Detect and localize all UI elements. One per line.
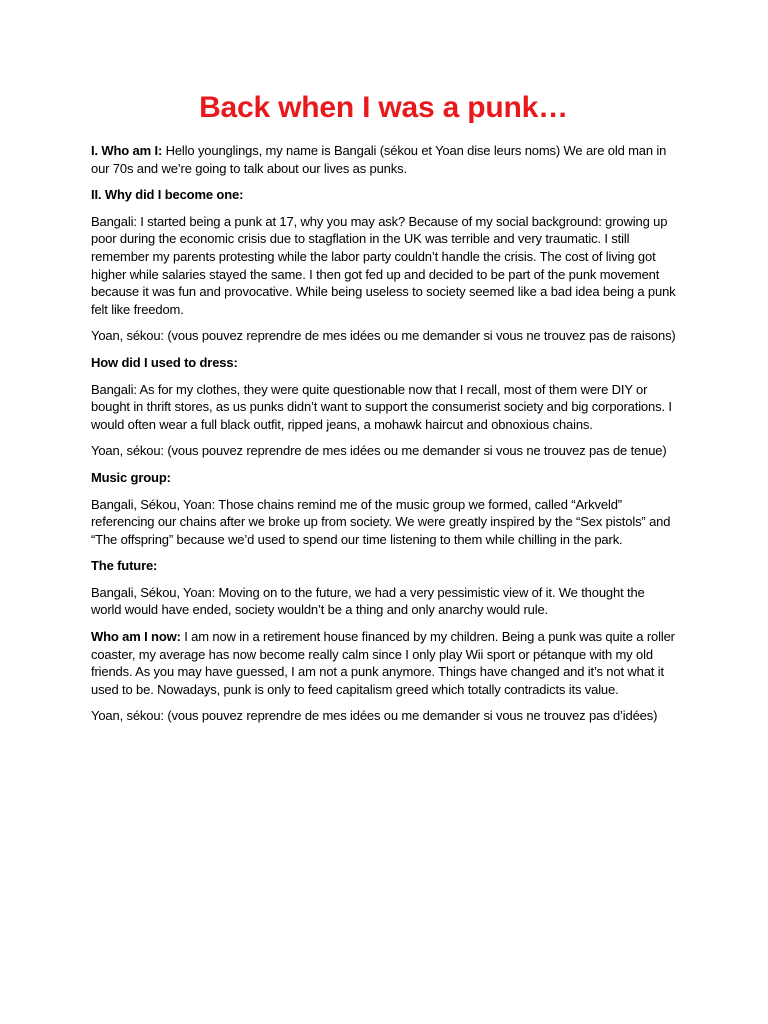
who-am-i-now-text: I am now in a retirement house financed by my children. Being a punk was quite a roller coaster, my average has now become really calm since I only play Wii sport or pétanque with my old friends. As you may have guessed, I am not a punk anymore. Things have changed and it’s not what it used to be. Nowadays, punk is only to feed capitalism greed which totally contradicts its value. bbox=[91, 629, 675, 697]
paragraph-dress-bangali: Bangali: As for my clothes, they were quite questionable now that I recall, most of them were DIY or bought in thrift stores, as us punks didn’t want to support the consumerist society and big corporations. I would often wear a full black outfit, ripped jeans, a mohawk haircut and obnoxious chains. bbox=[91, 381, 672, 432]
who-am-i-label: I. Who am I: bbox=[91, 143, 163, 158]
paragraph-dress-others: Yoan, sékou: (vous pouvez reprendre de mes idées ou me demander si vous ne trouvez pas de tenue) bbox=[91, 443, 667, 459]
paragraph-now-others: Yoan, sékou: (vous pouvez reprendre de mes idées ou me demander si vous ne trouvez pas d’idées) bbox=[91, 708, 658, 724]
paragraph-the-future: Bangali, Sékou, Yoan: Moving on to the future, we had a very pessimistic view of it. We thought the world would have ended, society wouldn’t be a thing and only anarchy would rule. bbox=[91, 584, 645, 618]
document-title: Back when I was a punk… bbox=[199, 91, 568, 124]
who-am-i-text: Hello younglings, my name is Bangali (sékou et Yoan dise leurs noms) We are old man in our 70s and we’re going to talk about our lives as punks. bbox=[91, 143, 667, 176]
heading-the-future: The future: bbox=[91, 558, 158, 574]
paragraph-why-bangali: Bangali: I started being a punk at 17, why you may ask? Because of my social background: growing up poor during the economic crisis due to stagflation in the UK was terrible and very traumatic. I still remember my parents protesting while the labor party couldn’t handle the crisis. The cost of living got higher while salaries stayed the same. I then got fed up and decided to be part of the punk movement because it was fun and provocative. While being useless to society seemed like a bad idea being a punk felt like freedom. bbox=[91, 213, 676, 317]
who-am-i-now-label: Who am I now: bbox=[91, 629, 181, 645]
heading-why-did-i-become-one: II. Why did I become one: bbox=[91, 187, 244, 203]
heading-music-group: Music group: bbox=[91, 469, 171, 485]
paragraph-who-am-i-now bbox=[91, 628, 676, 698]
paragraph-why-others: Yoan, sékou: (vous pouvez reprendre de mes idées ou me demander si vous ne trouvez pas de raisons) bbox=[91, 328, 676, 344]
paragraph-who-am-i bbox=[91, 142, 676, 177]
paragraph-music-group: Bangali, Sékou, Yoan: Those chains remind me of the music group we formed, called “Arkveld” referencing our chains after we broke up from society. We were greatly inspired by the “Sex pistols” and “The offspring” because we’d used to spend our time listening to them while chilling in the park. bbox=[91, 496, 671, 547]
heading-how-did-i-dress: How did I used to dress: bbox=[91, 354, 238, 370]
